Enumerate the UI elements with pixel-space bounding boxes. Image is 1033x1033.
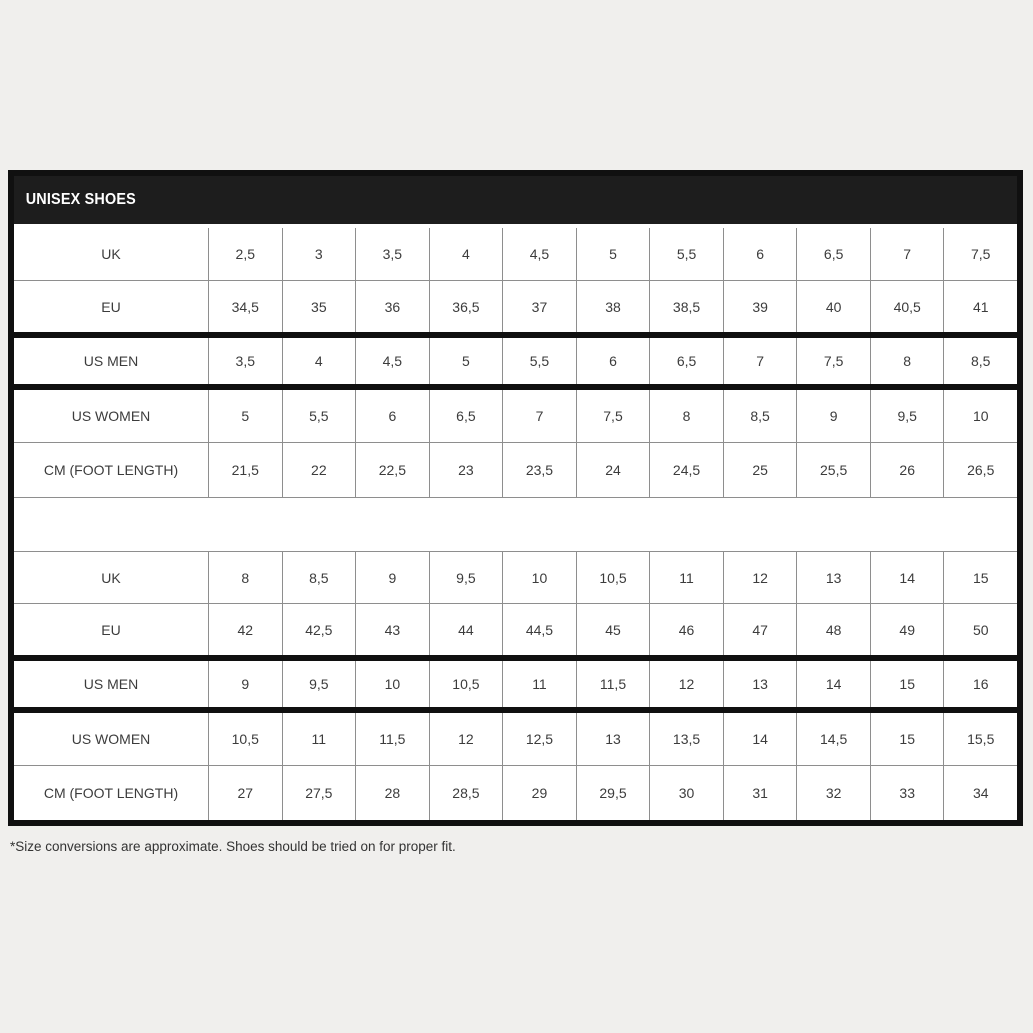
size-cell: 28 — [355, 766, 429, 820]
size-cell: 25,5 — [796, 443, 870, 497]
size-cell: 9,5 — [870, 390, 944, 442]
size-cell: 28,5 — [429, 766, 503, 820]
size-cell: 35 — [282, 281, 356, 332]
row-label: US MEN — [83, 353, 139, 369]
size-cell: 6,5 — [429, 390, 503, 442]
footnote: *Size conversions are approximate. Shoes should be tried on for proper fit. — [10, 839, 456, 854]
size-table-rows — [14, 228, 1017, 820]
table-row — [14, 280, 1017, 332]
size-cell: 45 — [576, 604, 650, 655]
size-cell: 42,5 — [282, 604, 356, 655]
size-cell: 21,5 — [208, 443, 282, 497]
table-row — [14, 765, 1017, 820]
size-cell: 49 — [870, 604, 944, 655]
size-cell: 7,5 — [576, 390, 650, 442]
size-cell: 24 — [576, 443, 650, 497]
size-cell: 6,5 — [796, 228, 870, 280]
size-cell: 29 — [502, 766, 576, 820]
size-cell: 9 — [355, 552, 429, 603]
size-cell: 10 — [355, 661, 429, 707]
size-cell: 39 — [723, 281, 797, 332]
size-cell: 3 — [282, 228, 356, 280]
size-chart-header — [14, 176, 1017, 224]
size-cell: 9 — [208, 661, 282, 707]
size-cell: 4,5 — [355, 338, 429, 384]
size-cell: 44 — [429, 604, 503, 655]
size-cell: 11 — [649, 552, 723, 603]
size-cell: 13,5 — [649, 713, 723, 765]
size-cell: 8 — [870, 338, 944, 384]
size-cell: 5,5 — [649, 228, 723, 280]
size-cell: 40 — [796, 281, 870, 332]
size-cell: 36,5 — [429, 281, 503, 332]
size-cell: 4,5 — [502, 228, 576, 280]
size-cell: 7,5 — [943, 228, 1017, 280]
size-cell: 12 — [723, 552, 797, 603]
size-cell: 7 — [502, 390, 576, 442]
block-spacer-row — [14, 497, 1017, 551]
size-cell: 38,5 — [649, 281, 723, 332]
size-cell: 10 — [943, 390, 1017, 442]
size-cell: 27 — [208, 766, 282, 820]
size-cell: 15,5 — [943, 713, 1017, 765]
table-row — [14, 713, 1017, 765]
size-cell: 7,5 — [796, 338, 870, 384]
size-cell: 15 — [943, 552, 1017, 603]
size-cell: 29,5 — [576, 766, 650, 820]
row-label: UK — [101, 246, 121, 262]
size-cell: 25 — [723, 443, 797, 497]
size-cell: 6,5 — [649, 338, 723, 384]
size-cell: 22,5 — [355, 443, 429, 497]
size-cell: 27,5 — [282, 766, 356, 820]
size-cell: 14 — [870, 552, 944, 603]
table-row — [14, 442, 1017, 497]
size-cell: 43 — [355, 604, 429, 655]
size-cell: 11 — [502, 661, 576, 707]
size-cell: 4 — [282, 338, 356, 384]
size-cell: 12 — [429, 713, 503, 765]
size-cell: 13 — [576, 713, 650, 765]
size-cell: 3,5 — [355, 228, 429, 280]
table-row-emphasis — [14, 661, 1017, 707]
size-cell: 7 — [723, 338, 797, 384]
size-cell: 13 — [796, 552, 870, 603]
size-cell: 12 — [649, 661, 723, 707]
size-cell: 9 — [796, 390, 870, 442]
size-cell: 33 — [870, 766, 944, 820]
size-cell: 11 — [282, 713, 356, 765]
size-cell: 14 — [723, 713, 797, 765]
size-cell: 31 — [723, 766, 797, 820]
size-cell: 23 — [429, 443, 503, 497]
size-cell: 22 — [282, 443, 356, 497]
size-cell: 40,5 — [870, 281, 944, 332]
row-label: CM (FOOT LENGTH) — [43, 462, 179, 478]
row-label: CM (FOOT LENGTH) — [43, 785, 179, 801]
row-label: EU — [101, 621, 121, 638]
size-cell: 6 — [576, 338, 650, 384]
size-cell: 3,5 — [208, 338, 282, 384]
size-cell: 13 — [723, 661, 797, 707]
size-cell: 47 — [723, 604, 797, 655]
size-chart-title: UNISEX SHOES — [25, 191, 136, 208]
table-row — [14, 603, 1017, 655]
size-cell: 37 — [502, 281, 576, 332]
size-cell: 8,5 — [723, 390, 797, 442]
size-cell: 44,5 — [502, 604, 576, 655]
size-cell: 26,5 — [943, 443, 1017, 497]
size-cell: 26 — [870, 443, 944, 497]
size-cell: 15 — [870, 713, 944, 765]
size-cell: 5 — [576, 228, 650, 280]
size-chart — [8, 170, 1023, 826]
size-cell: 30 — [649, 766, 723, 820]
table-row — [14, 228, 1017, 280]
size-cell: 11,5 — [355, 713, 429, 765]
size-cell: 12,5 — [502, 713, 576, 765]
size-cell: 16 — [943, 661, 1017, 707]
row-label: US MEN — [83, 676, 139, 692]
size-cell: 4 — [429, 228, 503, 280]
table-row-emphasis — [14, 338, 1017, 384]
size-cell: 10,5 — [576, 552, 650, 603]
table-row — [14, 551, 1017, 603]
size-cell: 6 — [355, 390, 429, 442]
row-label: EU — [101, 298, 121, 315]
size-cell: 5,5 — [502, 338, 576, 384]
size-cell: 50 — [943, 604, 1017, 655]
size-cell: 14,5 — [796, 713, 870, 765]
size-cell: 8 — [208, 552, 282, 603]
size-cell: 48 — [796, 604, 870, 655]
size-cell: 9,5 — [282, 661, 356, 707]
table-row — [14, 390, 1017, 442]
size-cell: 10,5 — [208, 713, 282, 765]
size-cell: 2,5 — [208, 228, 282, 280]
size-cell: 8 — [649, 390, 723, 442]
size-cell: 15 — [870, 661, 944, 707]
size-cell: 36 — [355, 281, 429, 332]
size-cell: 38 — [576, 281, 650, 332]
size-cell: 34 — [943, 766, 1017, 820]
size-cell: 23,5 — [502, 443, 576, 497]
size-cell: 11,5 — [576, 661, 650, 707]
size-cell: 42 — [208, 604, 282, 655]
size-cell: 8,5 — [282, 552, 356, 603]
size-cell: 9,5 — [429, 552, 503, 603]
size-cell: 14 — [796, 661, 870, 707]
size-cell: 5 — [208, 390, 282, 442]
size-cell: 6 — [723, 228, 797, 280]
size-cell: 32 — [796, 766, 870, 820]
size-cell: 5,5 — [282, 390, 356, 442]
row-label: US WOMEN — [71, 408, 151, 424]
size-cell: 41 — [943, 281, 1017, 332]
size-cell: 46 — [649, 604, 723, 655]
size-cell: 5 — [429, 338, 503, 384]
size-cell: 7 — [870, 228, 944, 280]
size-cell: 34,5 — [208, 281, 282, 332]
size-cell: 10,5 — [429, 661, 503, 707]
size-cell: 8,5 — [943, 338, 1017, 384]
size-cell: 10 — [502, 552, 576, 603]
row-label: UK — [101, 569, 121, 586]
row-label: US WOMEN — [71, 731, 151, 747]
size-cell: 24,5 — [649, 443, 723, 497]
